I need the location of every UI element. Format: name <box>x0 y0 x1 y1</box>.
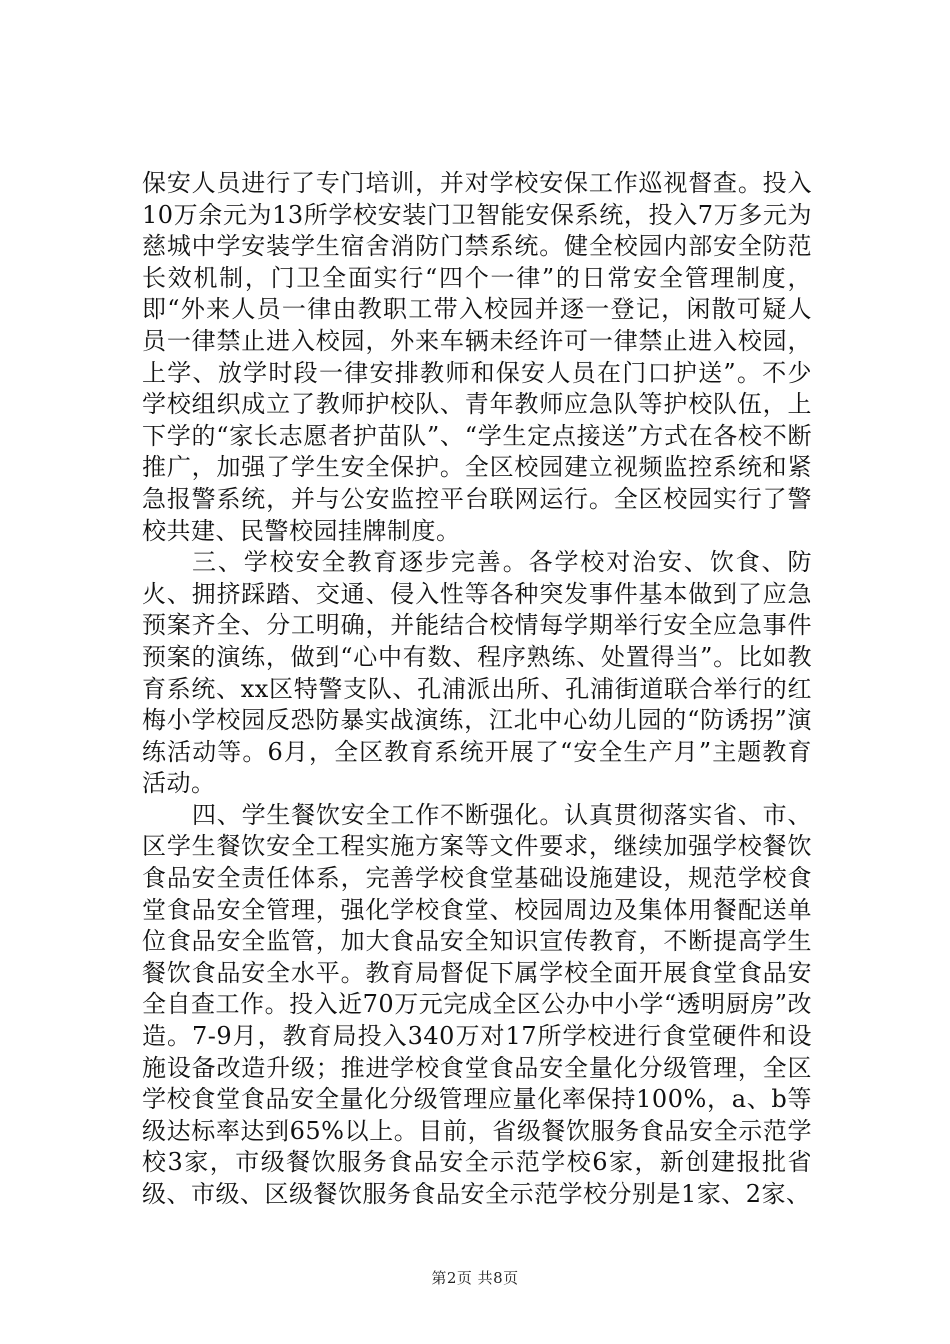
paragraph-security-staff: 保安人员进行了专门培训，并对学校安保工作巡视督查。投入10万余元为13所学校安装门卫智能安保系统，投入7万多元为慈城中学安装学生宿舍消防门禁系统。健全校园内部安全防范长效机制，门卫全面实行“四个一律”的日常安全管理制度，即“外来人员一律由教职工带入校园并逐一登记，闲散可疑人员一律禁止进入校园，外来车辆未经许可一律禁止进入校园，上学、放学时段一律安排教师和保安人员在门口护送”。不少学校组织成立了教师护校队、青年教师应急队等护校队伍，上下学的“家长志愿者护苗队”、“学生定点接送”方式在各校不断推广，加强了学生安全保护。全区校园建立视频监控系统和紧急报警系统，并与公安监控平台联网运行。全区校园实行了警校共建、民警校园挂牌制度。 <box>142 169 812 545</box>
page-number-footer: 第2页 共8页 <box>431 1269 519 1287</box>
document-body <box>142 168 812 1211</box>
paragraph-food-safety: 四、学生餐饮安全工作不断强化。认真贯彻落实省、市、区学生餐饮安全工程实施方案等文件要求，继续加强学校餐饮食品安全责任体系，完善学校食堂基础设施建设，规范学校食堂食品安全管理，强化学校食堂、校园周边及集体用餐配送单位食品安全监管，加大食品安全知识宣传教育，不断提高学生餐饮食品安全水平。教育局督促下属学校全面开展食堂食品安全自查工作。投入近70万元完成全区公办中小学“透明厨房”改造。7-9月，教育局投入340万对17所学校进行食堂硬件和设施设备改造升级；推进学校食堂食品安全量化分级管理，全区学校食堂食品安全量化分级管理应量化率保持100%，a、b等级达标率达到65%以上。目前，省级餐饮服务食品安全示范学校3家，市级餐饮服务食品安全示范学校6家，新创建报批省级、市级、区级餐饮服务食品安全示范学校分别是1家、2家、 <box>142 800 812 1208</box>
paragraph-safety-education: 三、学校安全教育逐步完善。各学校对治安、饮食、防火、拥挤踩踏、交通、侵入性等各种突发事件基本做到了应急预案齐全、分工明确，并能结合校情每学期举行安全应急事件预案的演练，做到“心中有数、程序熟练、处置得当”。比如教育系统、xx区特警支队、孔浦派出所、孔浦街道联合举行的红梅小学校园反恐防暴实战演练，江北中心幼儿园的“防诱拐”演练活动等。6月，全区教育系统开展了“安全生产月”主题教育活动。 <box>142 548 812 798</box>
